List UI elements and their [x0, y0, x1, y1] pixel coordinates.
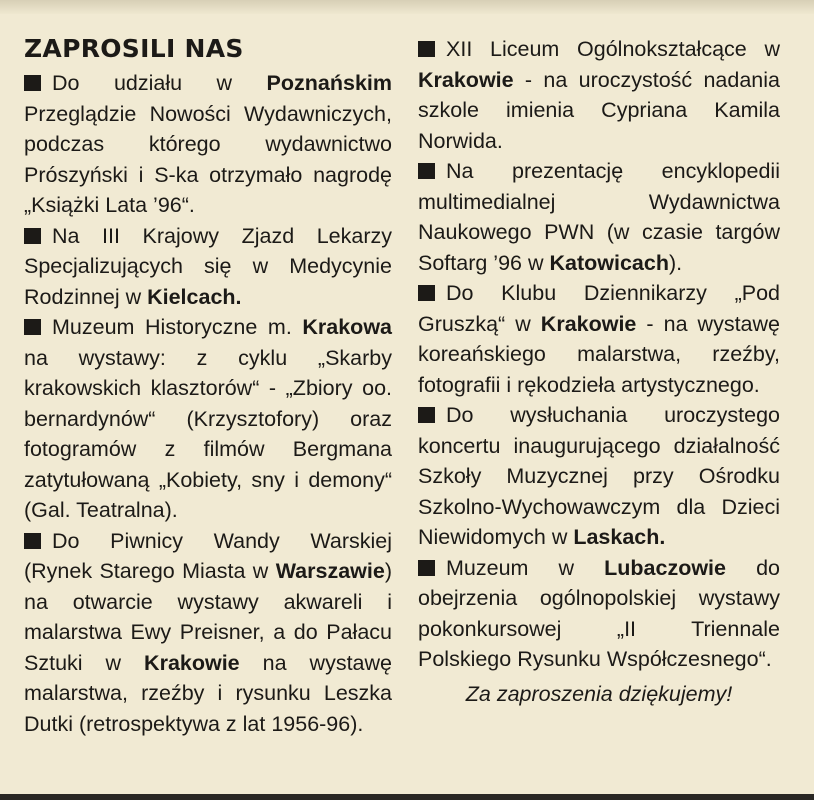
bottom-rule [0, 794, 814, 800]
notice-place-name: Krakowa [302, 315, 392, 339]
left-items [24, 68, 392, 739]
notice-item [24, 68, 392, 221]
notice-text: Przeglądzie Nowości Wydawniczych, podczas którego wydawnictwo Prószyński i S-ka otrzymało nagrodę „Książki Lata ’96“. [24, 101, 392, 217]
notice-item [418, 156, 780, 278]
notice-text: Do Piwnicy Wandy Warskiej (Rynek Starego Miasta w [24, 528, 392, 583]
right-items [418, 34, 780, 675]
square-bullet-icon [24, 533, 41, 549]
square-bullet-icon [24, 75, 41, 91]
right-column [418, 34, 780, 709]
notice-item [24, 221, 392, 313]
notice-text: na wystawy: z cyklu „Skarby krakowskich klasztorów“ - „Zbiory oo. bernardynów“ (Krzysztofory) oraz fotogramów z filmów Bergmana zatytułowaną „Kobiety, sny i demony“ (Gal. Teatralna). [24, 345, 392, 522]
notice-text: Na III Krajowy Zjazd Lekarzy Specjalizujących się w Medycynie Rodzinnej w [24, 223, 392, 309]
notice-item [24, 526, 392, 740]
square-bullet-icon [418, 560, 435, 576]
scan-edge [0, 0, 814, 14]
notice-place-name: Poznańskim [266, 71, 392, 95]
notice-text: Muzeum Historyczne m. [52, 315, 303, 339]
notice-text: - na wystawę koreańskiego malarstwa, rzeźby, fotografii i rękodzieła artystycznego. [418, 311, 781, 397]
notice-text: Do wysłuchania uroczystego koncertu inaugurującego działalność Szkoły Muzycznej przy Ośrodku Szkolno-Wychowawczym dla Dzieci Niewidomych w [418, 403, 780, 549]
notice-item [418, 34, 780, 156]
notice-text: Na prezentację encyklopedii multimedialnej Wydawnictwa Naukowego PWN (w czasie targów Softarg ’96 w [418, 159, 780, 275]
notice-text: Muzeum w [446, 555, 605, 580]
square-bullet-icon [418, 41, 435, 57]
notice-text: XII Liceum Ogólnokształcące w [446, 37, 780, 61]
notice-text: ). [668, 250, 683, 275]
notice-text: do obejrzenia ogólnopolskiej wystawy pokonkursowej „II Triennale Polskiego Rysunku Współczesnego“. [418, 555, 780, 671]
section-heading: ZAPROSILI NAS [24, 34, 244, 63]
left-column [24, 34, 392, 739]
notice-text: na wystawę malarstwa, rzeźby i rysunku Leszka Dutki (retrospektywa z lat 1956-96). [24, 650, 392, 736]
square-bullet-icon [418, 407, 435, 423]
notice-place-name: Laskach. [573, 525, 666, 549]
notice-item [24, 312, 392, 526]
square-bullet-icon [418, 163, 435, 179]
notice-place-name: Krakowie [418, 67, 514, 92]
notice-item [418, 400, 780, 553]
notice-place-name: Krakowie [144, 650, 240, 675]
notice-place-name: Katowicach [549, 250, 669, 275]
notice-item [418, 278, 780, 400]
notice-text: Do Klubu Dziennikarzy „Pod Gruszką“ w [418, 281, 780, 336]
square-bullet-icon [24, 228, 41, 244]
closing-note: Za zaproszenia dziękujemy! [465, 681, 733, 706]
notice-item [418, 553, 780, 675]
notice-place-name: Lubaczowie [604, 555, 726, 580]
square-bullet-icon [418, 285, 435, 301]
notice-place-name: Kielcach. [147, 284, 242, 309]
notice-text: - na uroczystość nadania szkole imienia Cypriana Kamila Norwida. [418, 67, 780, 153]
notice-place-name: Warszawie [275, 559, 385, 583]
notice-place-name: Krakowie [540, 311, 637, 336]
notice-text: ) na otwarcie wystawy akwareli i malarstwa Ewy Preisner, a do Pałacu Sztuki w [24, 559, 392, 675]
square-bullet-icon [24, 319, 41, 335]
notice-text: Do udziału w [52, 71, 267, 95]
